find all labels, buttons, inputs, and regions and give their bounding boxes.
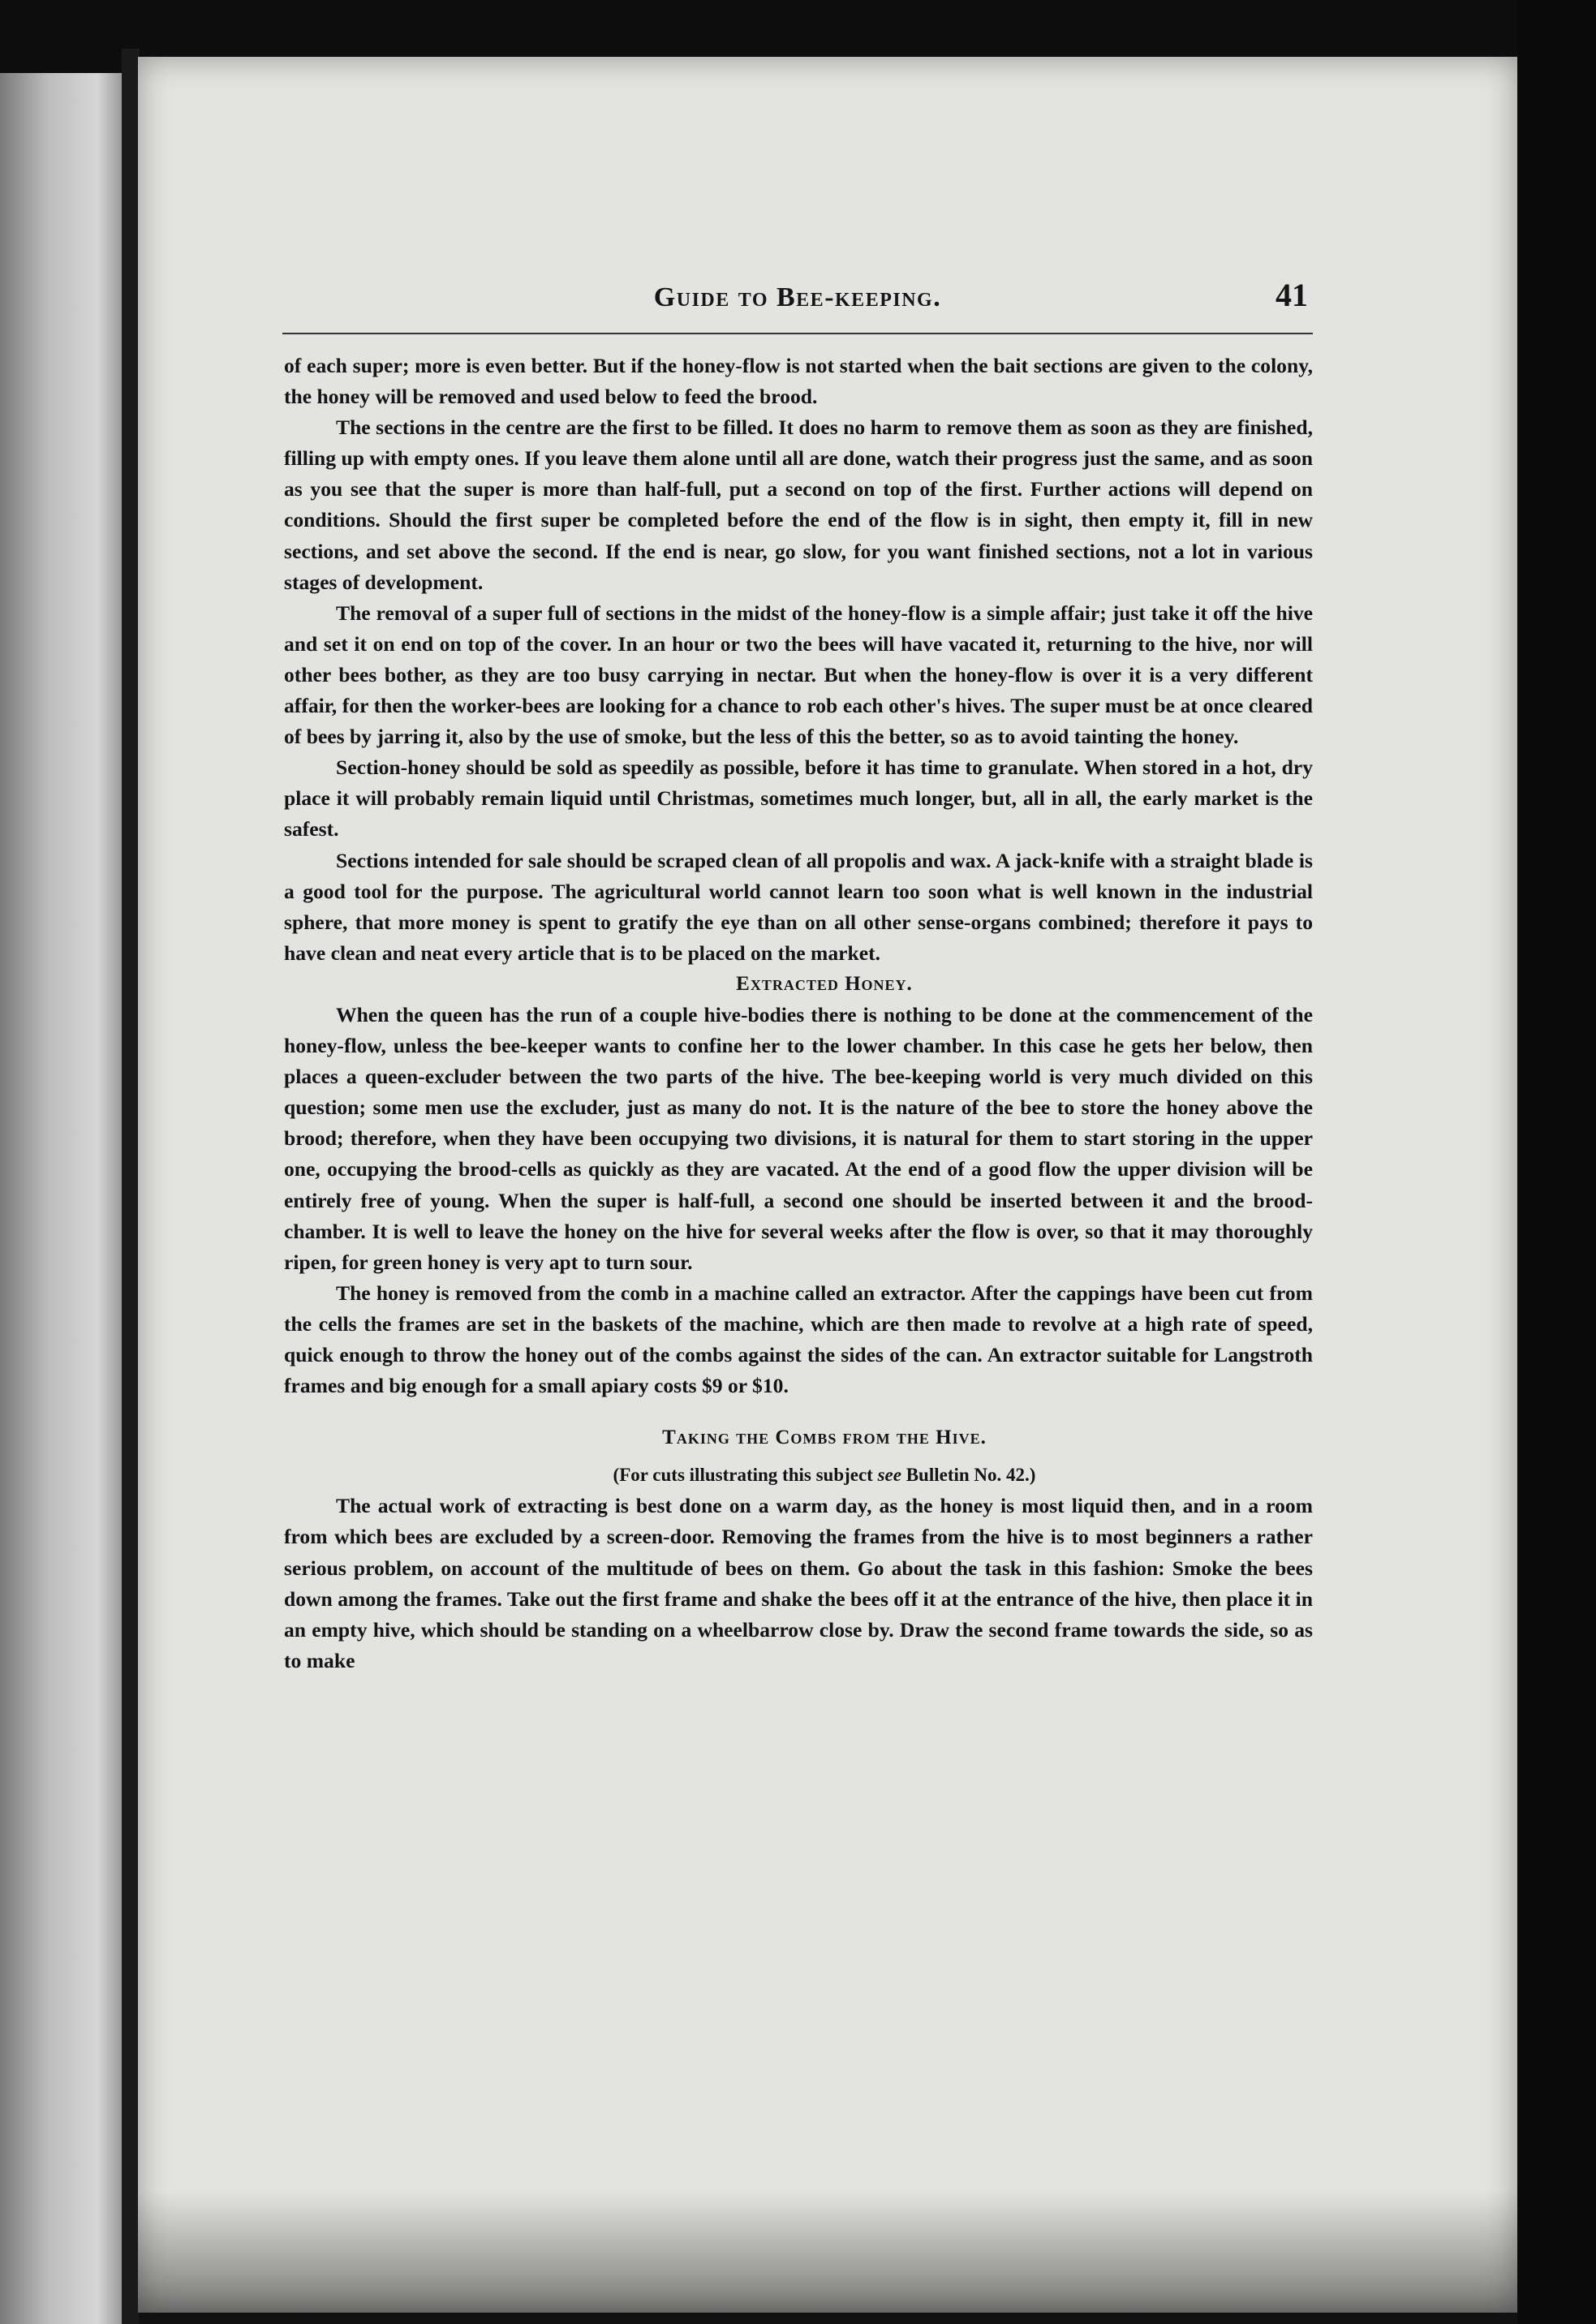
page-header: [282, 274, 1313, 323]
page-body: [284, 351, 1313, 1676]
paragraph: The removal of a super full of sections in the midst of the honey-flow is a simple affair; just take it off the hive and set it on end on top of the cover. In an hour or two the bees will have vacated it, returning to the hive, nor will other bees bother, as they are too busy carrying in nectar. But when the honey-flow is over it is a very different affair, for then the worker-bees are looking for a chance to rob each other's hives. The super must be at once cleared of bees by jarring it, also by the use of smoke, but the less of this the better, so as to avoid tainting the honey.: [284, 600, 1313, 749]
page-bottom-shadow: [138, 2191, 1517, 2324]
paragraph: Section-honey should be sold as speedily as possible, before it has time to granulate. When stored in a hot, dry place it will probably remain liquid until Christmas, sometimes much longer, but, all in all, the early market is the safest.: [284, 755, 1313, 841]
running-head: Guide to Bee-keeping.: [653, 282, 942, 312]
scan-border: [1517, 0, 1596, 2324]
section-heading-taking-combs: Taking the Combs from the Hive.: [662, 1427, 987, 1449]
note-text-italic: see: [877, 1465, 901, 1486]
section-heading-extracted-honey: Extracted Honey.: [736, 972, 913, 995]
facing-page-edge: [0, 73, 122, 2324]
paragraph: The sections in the centre are the first to be filled. It does no harm to remove them as soon as they are finished, filling up with empty ones. If you leave them alone until all are done, watch their progress just the same, and as soon as you see that the super is more than half-full, put a second on top of the first. Further actions will depend on conditions. Should the first super be completed before the end of the flow is in sight, then empty it, fill in new sections, and set above the second. If the end is near, go slow, for you want finished sections, not a lot in various stages of development.: [284, 415, 1313, 594]
note-text-before: (For cuts illustrating this subject: [613, 1465, 878, 1486]
paragraph: of each super; more is even better. But if the honey-flow is not started when the bait sections are given to the colony, the honey will be removed and used below to feed the brood.: [284, 354, 1313, 409]
note-text-after: Bulletin No. 42.): [901, 1465, 1036, 1486]
paragraph: The actual work of extracting is best done on a warm day, as the honey is most liquid then, and in a room from which bees are excluded by a screen-door. Removing the frames from the hive is to most beginners a rather serious problem, on account of the multitude of bees on them. Go about the task in this fashion: Smoke the bees down among the frames. Take out the first frame and shake the bees off it at the entrance of the hive, then place it in an empty hive, which should be standing on a wheelbarrow close by. Draw the second frame towards the side, so as to make: [284, 1494, 1313, 1672]
paragraph: The honey is removed from the comb in a machine called an extractor. After the cappings have been cut from the cells the frames are set in the baskets of the machine, which are then made to revolve at a high rate of speed, quick enough to throw the honey out of the combs against the sides of the can. An extractor suitable for Langstroth frames and big enough for a small apiary costs $9 or $10.: [284, 1280, 1313, 1398]
header-rule: [282, 333, 1313, 334]
paragraph: Sections intended for sale should be scraped clean of all propolis and wax. A jack-knife with a straight blade is a good tool for the purpose. The agricultural world cannot learn too soon what is well known in the industrial sphere, that more money is spent to gratify the eye than on all other sense-organs combined; therefore it pays to have clean and neat every article that is to be placed on the market.: [284, 848, 1313, 965]
page-number: 41: [1276, 277, 1308, 313]
bulletin-note: [284, 1460, 1313, 1491]
paragraph: When the queen has the run of a couple hive-bodies there is nothing to be done at the commencement of the honey-flow, unless the bee-keeper wants to confine her to the lower chamber. In this case he gets her below, then places a queen-excluder between the two parts of the hive. The bee-keeping world is very much divided on this question; some men use the excluder, just as many do not. It is the nature of the bee to store the honey above the brood; therefore, when they have been occupying two divisions, it is natural for them to start storing in the upper one, occupying the brood-cells as quickly as they are vacated. At the end of a good flow the upper division will be entirely free of young. When the super is half-full, a second one should be inserted between it and the brood-chamber. It is well to leave the honey on the hive for several weeks after the flow is over, so that it may thoroughly ripen, for green honey is very apt to turn sour.: [284, 1002, 1313, 1274]
book-gutter: [122, 49, 140, 2324]
